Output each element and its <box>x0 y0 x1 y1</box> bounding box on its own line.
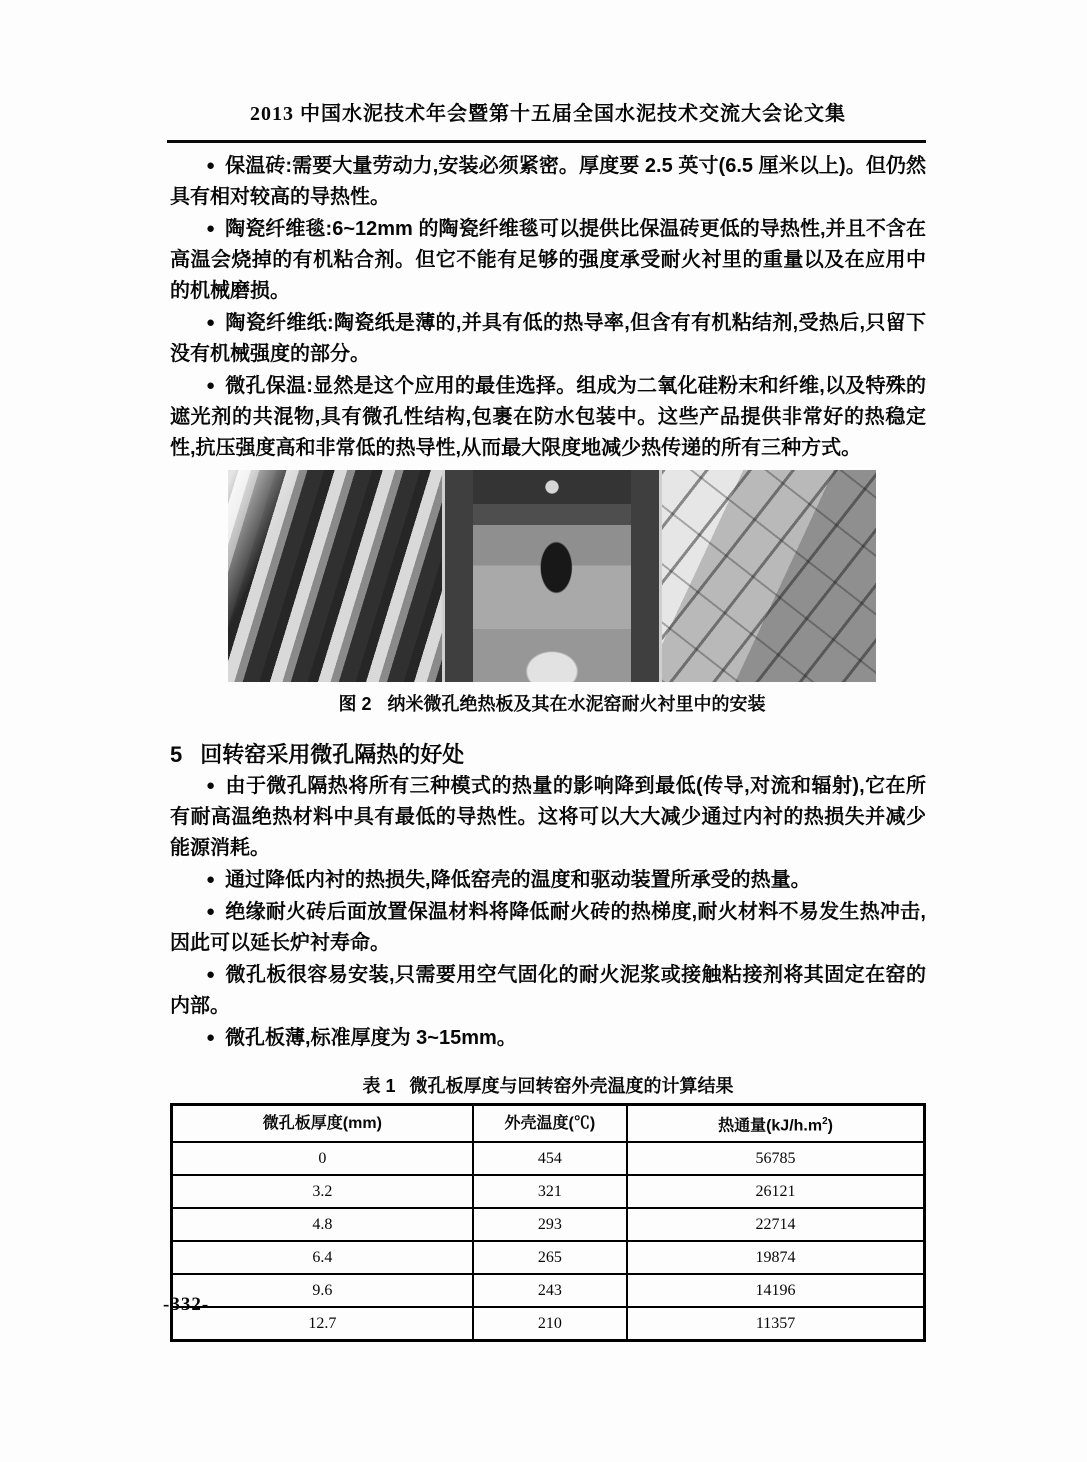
cell-shell-temperature: 210 <box>473 1307 627 1341</box>
cell-shell-temperature: 265 <box>473 1241 627 1274</box>
header-thickness: 微孔板厚度(mm) <box>172 1105 473 1143</box>
section-heading <box>170 742 926 768</box>
body-paragraph <box>170 959 926 1022</box>
paragraph-text: 通过降低内衬的热损失,降低窑壳的温度和驱动装置所承受的热量。 <box>225 869 811 891</box>
table-row <box>172 1142 925 1175</box>
cell-shell-temperature: 321 <box>473 1175 627 1208</box>
results-table <box>170 1103 926 1342</box>
paragraph-text: 陶瓷纤维纸:陶瓷纸是薄的,并具有低的热导率,但含有有机粘结剂,受热后,只留下没有机械强度的部分。 <box>170 312 926 365</box>
bullet-icon: ● <box>206 966 216 983</box>
cell-heat-flux: 14196 <box>627 1274 924 1307</box>
microporous-insulation-boards-photo <box>228 470 442 682</box>
bullet-icon: ● <box>206 903 216 920</box>
heat-flux-unit-sup: 2 <box>822 1116 828 1127</box>
figure-2 <box>228 470 876 716</box>
cell-thickness: 12.7 <box>172 1307 473 1341</box>
header-rule-divider <box>167 140 926 143</box>
heat-flux-unit-base: 热通量(kJ/h.m <box>718 1117 823 1135</box>
cell-thickness: 0 <box>172 1142 473 1175</box>
body-paragraph <box>170 307 926 370</box>
body-paragraph <box>170 150 926 213</box>
cell-heat-flux: 26121 <box>627 1175 924 1208</box>
body-paragraph <box>170 896 926 959</box>
heat-flux-unit-close: ) <box>827 1117 833 1135</box>
section-number: 5 <box>170 742 183 767</box>
table-title <box>170 1074 926 1098</box>
cell-shell-temperature: 243 <box>473 1274 627 1307</box>
table-row <box>172 1241 925 1274</box>
section-title: 回转窑采用微孔隔热的好处 <box>200 742 465 767</box>
header-heat-flux <box>627 1105 924 1143</box>
paragraph-text: 微孔板很容易安装,只需要用空气固化的耐火泥浆或接触粘接剂将其固定在窑的内部。 <box>170 964 926 1017</box>
bullet-icon: ● <box>206 377 216 394</box>
table-row <box>172 1274 925 1307</box>
bullet-icon: ● <box>206 777 216 794</box>
body-paragraph <box>170 864 926 896</box>
cell-thickness: 9.6 <box>172 1274 473 1307</box>
page-number: -332- <box>163 1294 210 1315</box>
paragraph-text: 陶瓷纤维毯:6~12mm 的陶瓷纤维毯可以提供比保温砖更低的导热性,并且不含在高温会烧掉的有机粘合剂。但它不能有足够的强度承受耐火衬里的重量以及在应用中的机械磨损。 <box>170 218 926 302</box>
refractory-brick-lining-photo <box>662 470 876 682</box>
figure-caption-text: 纳米微孔绝热板及其在水泥窑耐火衬里中的安装 <box>387 694 766 714</box>
header-shell-temperature: 外壳温度(℃) <box>473 1105 627 1143</box>
paragraph-text: 由于微孔隔热将所有三种模式的热量的影响降到最低(传导,对流和辐射),它在所有耐高温绝热材料中具有最低的导热性。这将可以大大减少通过内衬的热损失并减少能源消耗。 <box>170 775 926 859</box>
running-header: 2013 中国水泥技术年会暨第十五届全国水泥技术交流大会论文集 <box>250 103 846 125</box>
figure-photo-row <box>228 470 876 682</box>
figure-label: 图 2 <box>338 694 372 714</box>
kiln-interior-lining-installation-photo <box>445 470 659 682</box>
body-paragraph <box>170 213 926 307</box>
cell-shell-temperature: 454 <box>473 1142 627 1175</box>
table-label: 表 1 <box>362 1076 396 1096</box>
bullet-icon: ● <box>206 1029 216 1046</box>
table-title-text: 微孔板厚度与回转窑外壳温度的计算结果 <box>409 1076 734 1096</box>
page-body <box>170 150 926 1342</box>
cell-thickness: 4.8 <box>172 1208 473 1241</box>
body-paragraph <box>170 1022 926 1054</box>
cell-heat-flux: 22714 <box>627 1208 924 1241</box>
figure-caption <box>228 692 876 716</box>
cell-heat-flux: 56785 <box>627 1142 924 1175</box>
bullet-icon: ● <box>206 220 216 237</box>
bullet-icon: ● <box>206 314 216 331</box>
bullet-icon: ● <box>206 157 216 174</box>
cell-shell-temperature: 293 <box>473 1208 627 1241</box>
paragraph-text: 微孔保温:显然是这个应用的最佳选择。组成为二氧化硅粉末和纤维,以及特殊的遮光剂的共混物,具有微孔性结构,包裹在防水包装中。这些产品提供非常好的热稳定性,抗压强度高和非常低的热导性,从而最大限度地减少热传递的所有三种方式。 <box>170 375 926 459</box>
body-paragraph <box>170 370 926 464</box>
cell-heat-flux: 11357 <box>627 1307 924 1341</box>
paragraph-text: 微孔板薄,标准厚度为 3~15mm。 <box>225 1027 517 1049</box>
body-paragraph <box>170 770 926 864</box>
table-row <box>172 1208 925 1241</box>
cell-heat-flux: 19874 <box>627 1241 924 1274</box>
table-row <box>172 1175 925 1208</box>
cell-thickness: 3.2 <box>172 1175 473 1208</box>
cell-thickness: 6.4 <box>172 1241 473 1274</box>
bullet-icon: ● <box>206 871 216 888</box>
table-header-row <box>172 1105 925 1143</box>
paragraph-text: 绝缘耐火砖后面放置保温材料将降低耐火砖的热梯度,耐火材料不易发生热冲击,因此可以延长炉衬寿命。 <box>170 901 926 954</box>
paragraph-text: 保温砖:需要大量劳动力,安装必须紧密。厚度要 2.5 英寸(6.5 厘米以上)。但仍然具有相对较高的导热性。 <box>170 155 926 208</box>
table-row <box>172 1307 925 1341</box>
